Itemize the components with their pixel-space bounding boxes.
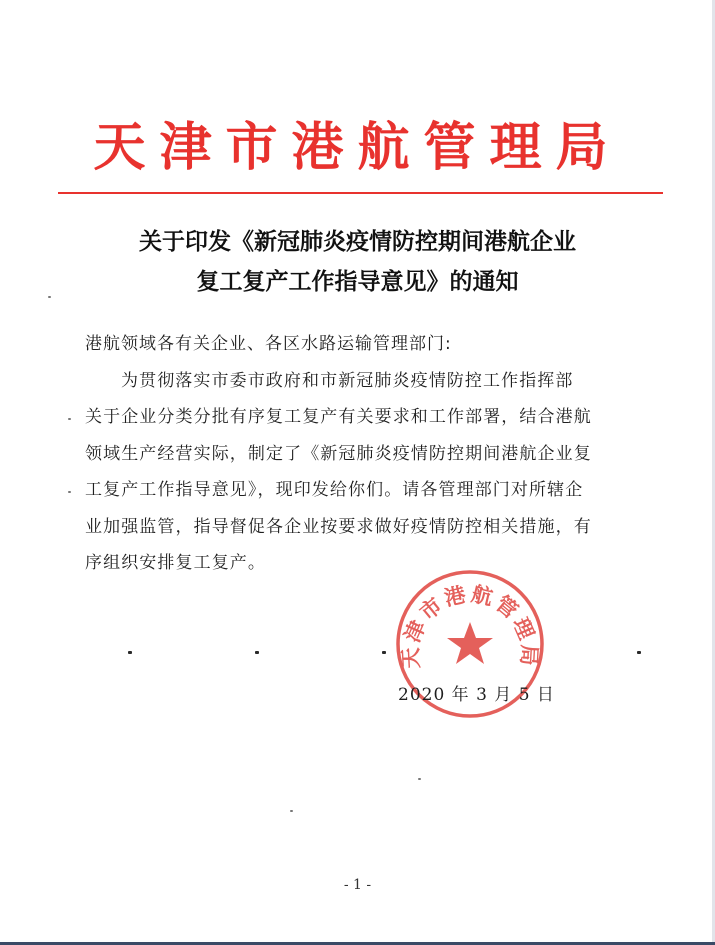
body-line-3: 领域生产经营实际，制定了《新冠肺炎疫情防控期间港航企业复: [85, 443, 592, 464]
title-line-2: 复工复产工作指导意见》的通知: [196, 269, 519, 295]
title-line-1: 关于印发《新冠肺炎疫情防控期间港航企业: [139, 229, 576, 255]
issue-date: 2020 年 3 月 5 日: [398, 685, 555, 705]
seal-text: 天津市港航管理局: [397, 580, 543, 670]
salutation: 港航领域各有关企业、各区水路运输管理部门:: [85, 334, 452, 354]
scan-speck: [290, 810, 293, 812]
scan-speck: [382, 651, 386, 654]
scan-speck: [255, 651, 259, 654]
body-line-4: 工复产工作指导意见》，现印发给你们。请各管理部门对所辖企: [85, 480, 584, 500]
document-title: [0, 222, 715, 302]
issuer-header: 天津市港航管理局: [93, 117, 622, 178]
scan-speck: [418, 778, 421, 780]
scan-speck: [637, 651, 641, 654]
scan-speck: [68, 418, 71, 420]
body-line-1: 为贯彻落实市委市政府和市新冠肺炎疫情防控工作指挥部: [121, 370, 574, 391]
red-divider-line: [58, 192, 663, 194]
scan-speck: [128, 651, 132, 654]
body-line-5: 业加强监管，指导督促各企业按要求做好疫情防控相关措施，有: [85, 516, 592, 537]
scan-speck: [68, 491, 71, 493]
document-body: [85, 326, 645, 582]
page-number: - 1 -: [343, 877, 372, 893]
body-line-2: 关于企业分类分批有序复工复产有关要求和工作部署，结合港航: [85, 407, 592, 427]
scan-speck: [48, 296, 51, 298]
body-line-6: 序组织安排复工复产。: [85, 553, 266, 573]
